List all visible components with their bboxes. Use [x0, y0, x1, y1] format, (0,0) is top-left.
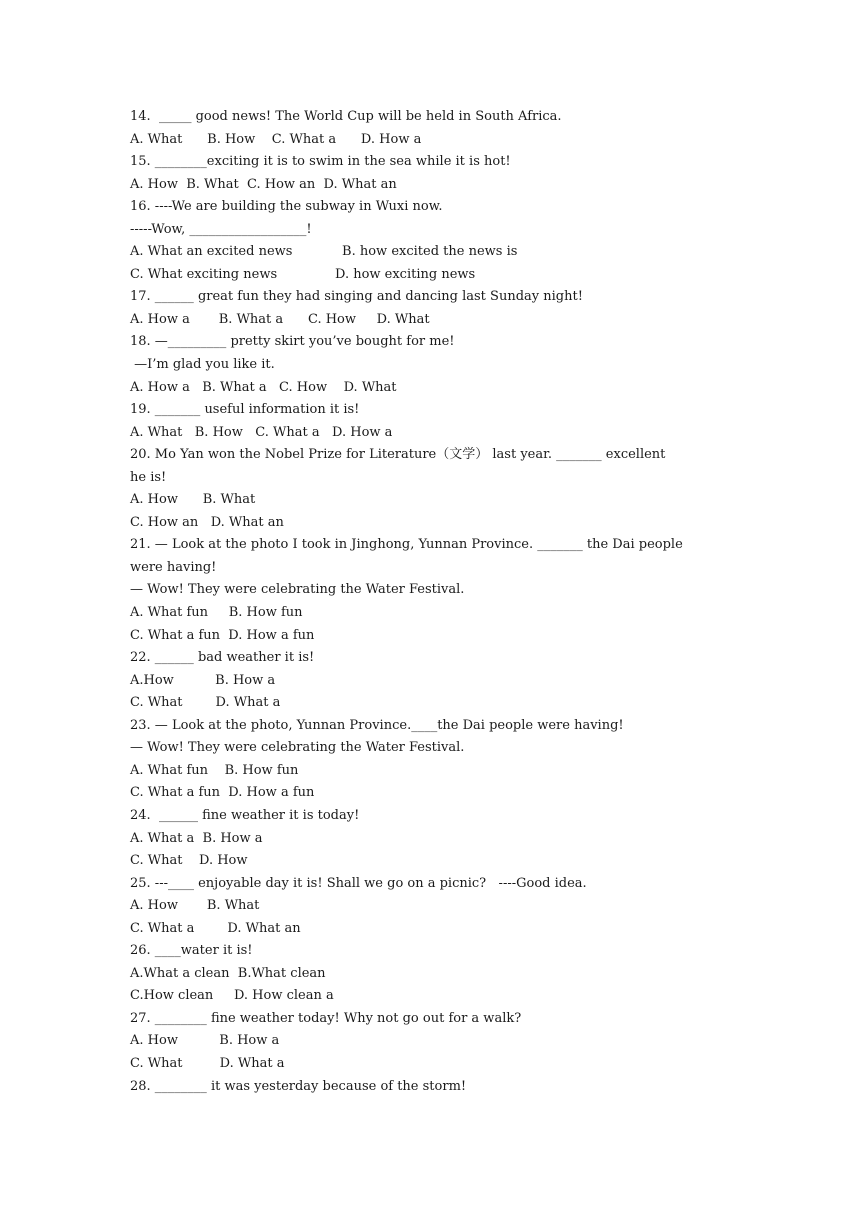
text-line: 16. ----We are building the subway in Wuxi now. [130, 199, 443, 215]
text-line: A. How a B. What a C. How D. What [130, 379, 397, 395]
text-line: 18. —_________ pretty skirt you’ve bought for me! [130, 334, 455, 350]
text-line: 17. ______ great fun they had singing and dancing last Sunday night! [130, 289, 583, 305]
text-line: A. What fun B. How fun [130, 605, 303, 621]
text-line: 22. ______ bad weather it is! [130, 650, 315, 666]
text-line: C. What D. What a [130, 1055, 285, 1071]
text-line: he is! [130, 469, 167, 485]
text-line: —I’m glad you like it. [130, 357, 275, 373]
text-line: C. What exciting news D. how exciting news [130, 266, 476, 282]
text-line: A.How B. How a [130, 672, 276, 688]
text-line: 15. ________exciting it is to swim in the sea while it is hot! [130, 154, 511, 170]
text-line: A.What a clean B.What clean [130, 965, 326, 981]
text-line: C. What a fun D. How a fun [130, 785, 315, 801]
text-line: C. What D. What a [130, 695, 281, 711]
text-line: 28. ________ it was yesterday because of the storm! [130, 1078, 467, 1094]
text-line: C. How an D. What an [130, 514, 284, 530]
text-line: C. What D. How [130, 853, 248, 869]
text-line: 19. _______ useful information it is! [130, 402, 360, 418]
text-line: A. How B. What C. How an D. What an [130, 176, 397, 192]
text-line: A. What a B. How a [130, 830, 263, 846]
text-line: 25. ---____ enjoyable day it is! Shall we go on a picnic? ----Good idea. [130, 875, 587, 891]
text-line: A. How B. What [130, 898, 260, 914]
text-line: 27. ________ fine weather today! Why not go out for a walk? [130, 1010, 522, 1026]
text-line: A. What B. How C. What a D. How a [130, 131, 422, 147]
text-line: were having! [130, 559, 217, 575]
text-line: A. How B. How a [130, 1033, 280, 1049]
text-line: C. What a fun D. How a fun [130, 627, 315, 643]
text-line: 24. ______ fine weather it is today! [130, 807, 360, 823]
text-line: A. What B. How C. What a D. How a [130, 424, 393, 440]
text-line: A. How B. What [130, 492, 256, 508]
text-line: 26. ____water it is! [130, 943, 253, 959]
text-line: — Wow! They were celebrating the Water Festival. [130, 582, 465, 598]
text-line: C. What a D. What an [130, 920, 301, 936]
text-line: — Wow! They were celebrating the Water Festival. [130, 740, 465, 756]
worksheet [130, 106, 740, 1098]
text-line: -----Wow, __________________! [130, 221, 312, 237]
text-line: A. What an excited news B. how excited the news is [130, 244, 518, 260]
text-line: 23. — Look at the photo, Yunnan Province.____the Dai people were having! [130, 717, 624, 733]
text-line: 21. — Look at the photo I took in Jinghong, Yunnan Province. _______ the Dai people [130, 537, 683, 553]
text-line: A. How a B. What a C. How D. What [130, 311, 430, 327]
text-line: 20. Mo Yan won the Nobel Prize for Literature（文学） last year. _______ excellent [130, 447, 666, 463]
text-line: 14. _____ good news! The World Cup will be held in South Africa. [130, 109, 562, 124]
text-line: A. What fun B. How fun [130, 762, 299, 778]
text-line: C.How clean D. How clean a [130, 988, 334, 1004]
